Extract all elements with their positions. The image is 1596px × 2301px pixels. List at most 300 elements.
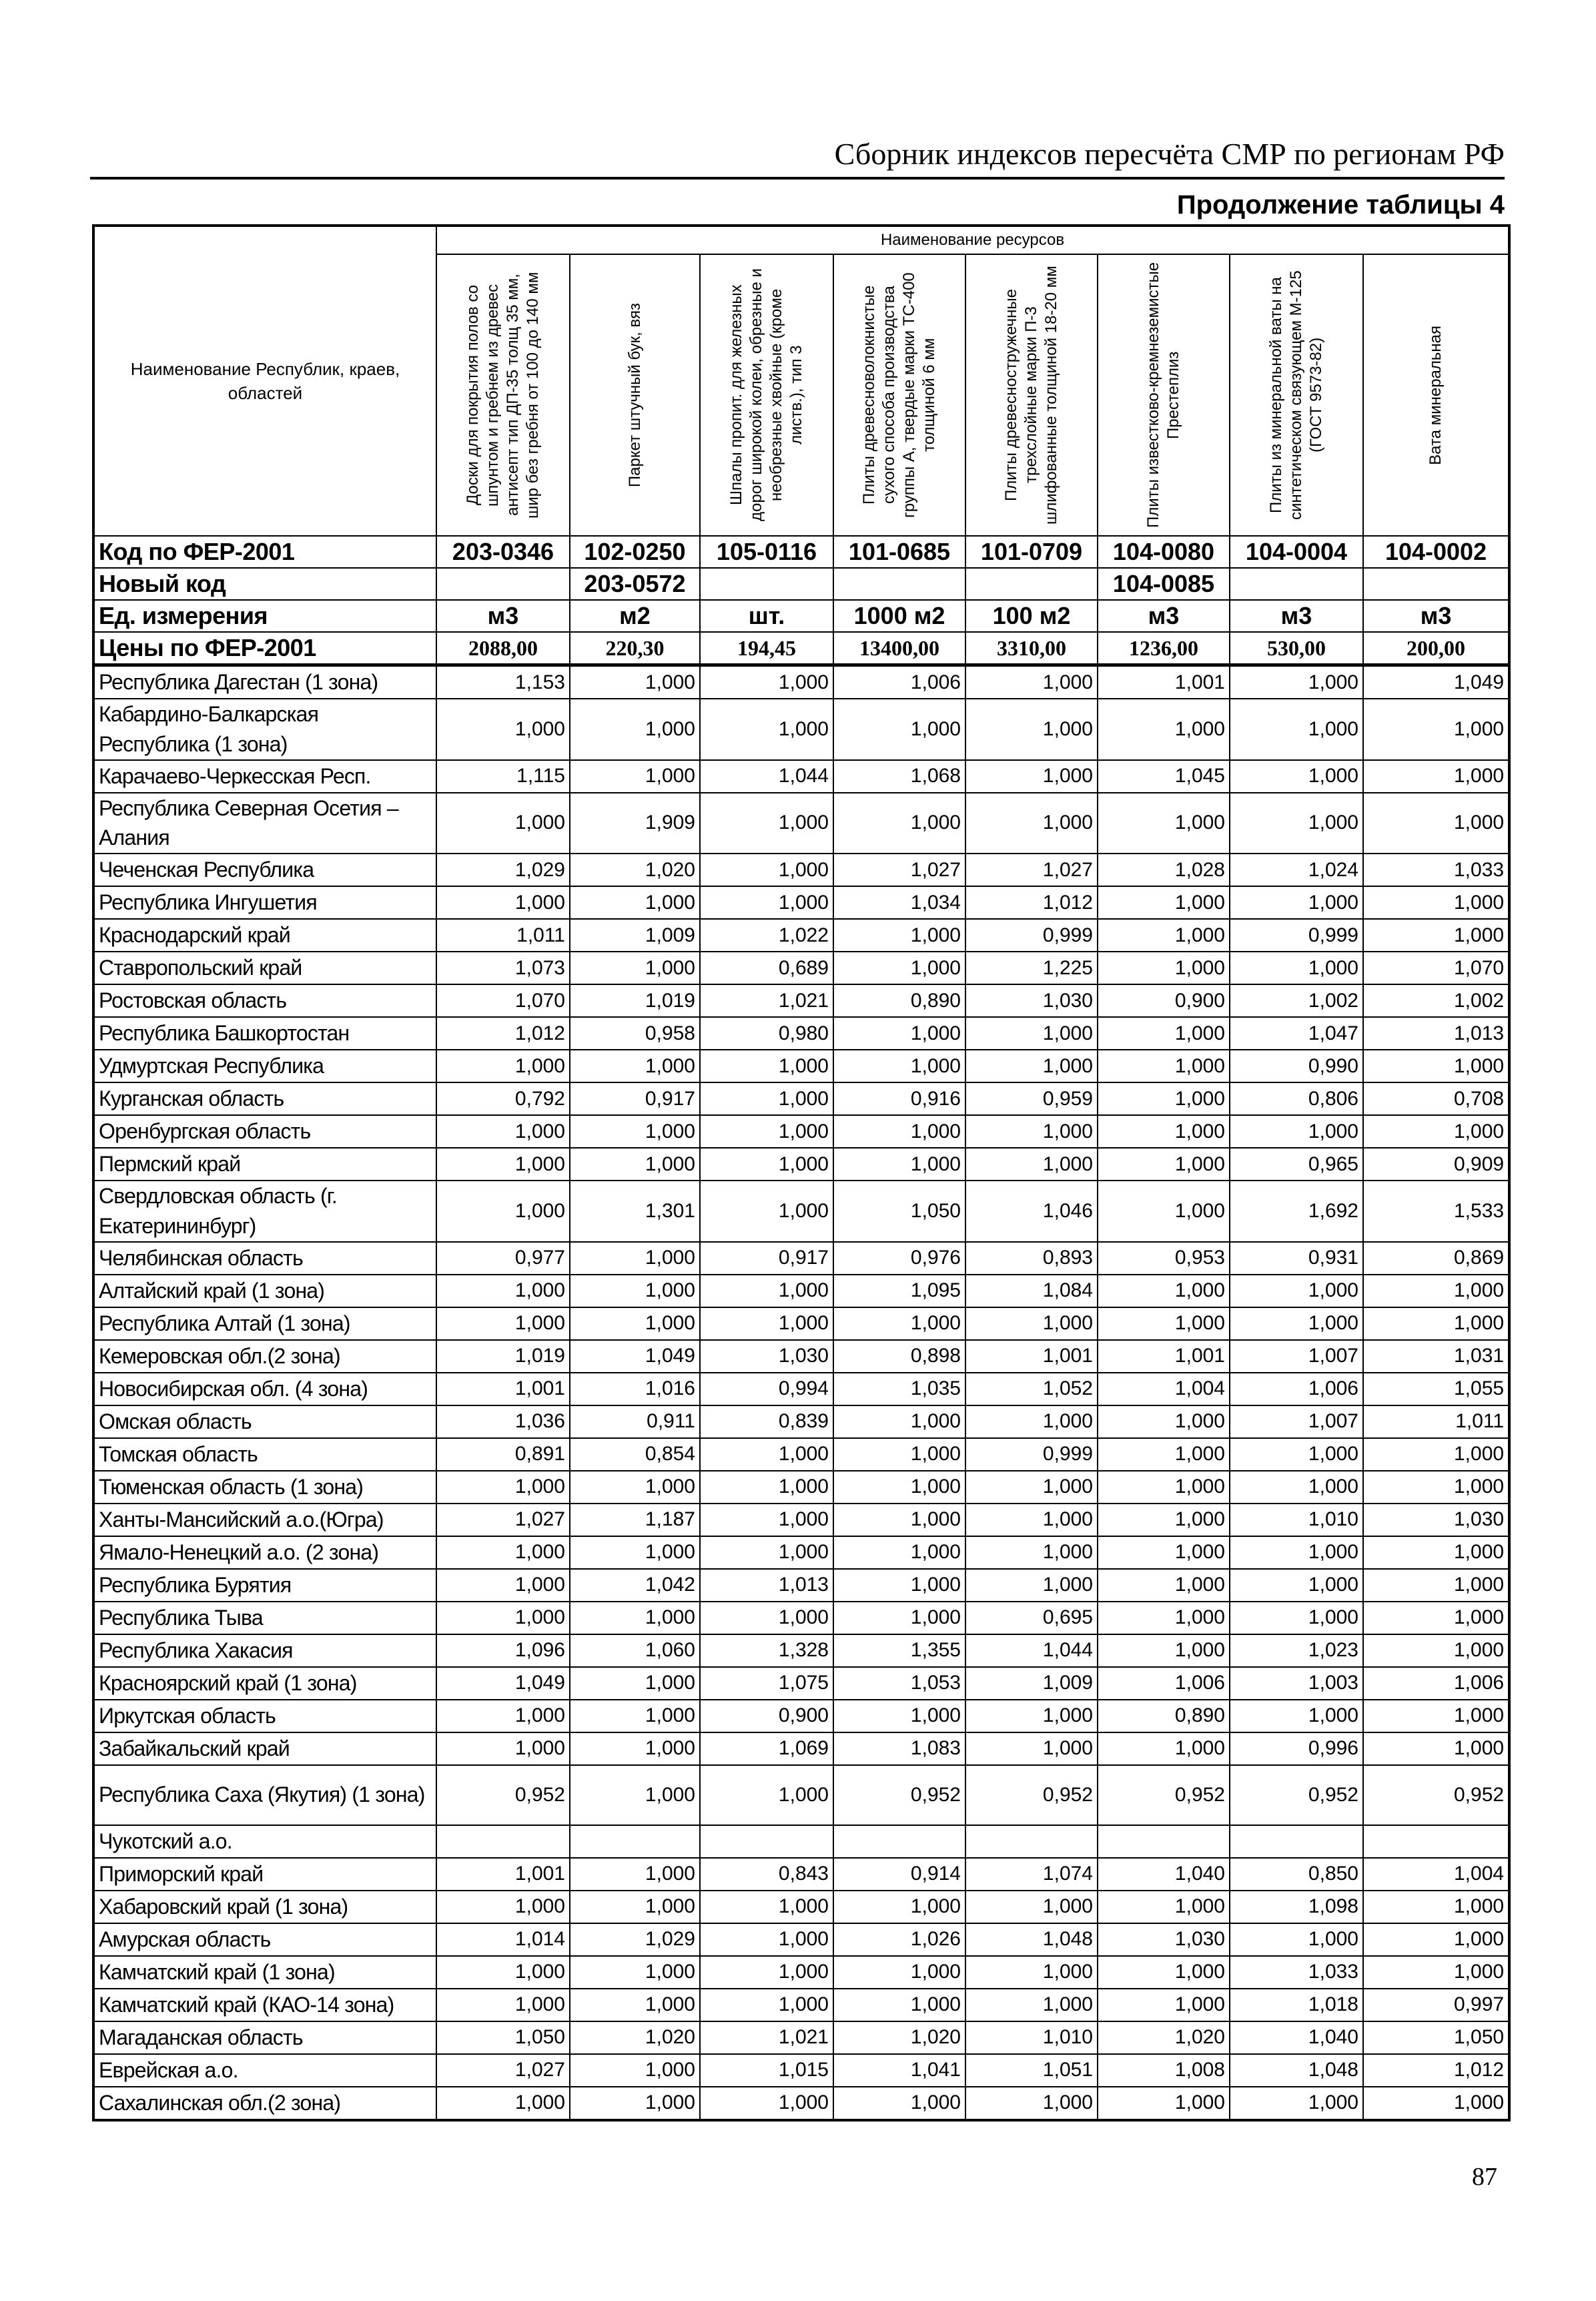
index-value: 1,049 [1363,665,1509,699]
index-value: 1,000 [1098,2087,1230,2120]
index-value: 1,000 [833,793,965,854]
table-row [93,2087,1509,2120]
meta-value [965,568,1098,600]
index-value: 1,000 [1230,886,1363,919]
region-name: Иркутская область [93,1700,436,1732]
index-value: 1,000 [1098,1082,1230,1115]
index-value: 1,000 [965,1471,1098,1504]
index-value: 1,000 [570,2054,700,2087]
index-value: 0,792 [436,1082,570,1115]
meta-value [833,568,965,600]
table-row [93,1825,1509,1858]
index-value: 1,000 [570,1536,700,1569]
index-value: 1,030 [700,1340,833,1373]
index-value: 1,000 [570,1700,700,1732]
index-value: 0,999 [965,1438,1098,1471]
region-name: Чеченская Республика [93,854,436,886]
index-value: 1,000 [1098,1307,1230,1340]
meta-value [436,568,570,600]
index-value: 0,695 [965,1602,1098,1634]
meta-value: м3 [1098,600,1230,632]
index-value: 1,000 [1230,1923,1363,1956]
index-value: 1,000 [700,1536,833,1569]
meta-value: 13400,00 [833,632,965,665]
index-value: 0,990 [1230,1050,1363,1082]
index-value: 1,030 [1363,1504,1509,1536]
table-row [93,1307,1509,1340]
regional-index-table [92,224,1511,2121]
region-name: Еврейская а.о. [93,2054,436,2087]
region-name: Кабардино-Балкарская Республика (1 зона) [93,699,436,760]
index-value [1363,1825,1509,1858]
index-value [833,1825,965,1858]
meta-value [1230,568,1363,600]
index-value: 1,000 [833,1956,965,1989]
meta-value [1363,568,1509,600]
region-name: Республика Бурятия [93,1569,436,1602]
index-value: 1,000 [436,1181,570,1242]
index-value: 1,000 [700,1438,833,1471]
index-value: 1,000 [436,1115,570,1148]
meta-value: м2 [570,600,700,632]
region-name: Кемеровская обл.(2 зона) [93,1340,436,1373]
index-value: 1,001 [1098,1340,1230,1373]
page-header [90,137,1505,180]
index-value: 1,000 [570,699,700,760]
region-name: Магаданская область [93,2021,436,2054]
meta-value: 104-0085 [1098,568,1230,600]
index-value: 1,000 [1363,1438,1509,1471]
index-value: 1,000 [570,1471,700,1504]
index-value: 1,013 [1363,1017,1509,1050]
index-value: 1,000 [700,1602,833,1634]
index-value: 1,041 [833,2054,965,2087]
region-name: Краснодарский край [93,919,436,952]
index-value: 1,000 [1363,1050,1509,1082]
table-row [93,1373,1509,1405]
index-value: 1,002 [1230,984,1363,1017]
index-value: 1,000 [1363,1700,1509,1732]
index-value: 1,000 [570,1732,700,1765]
index-value: 1,000 [700,1891,833,1923]
index-value: 0,952 [1098,1765,1230,1825]
index-value: 1,040 [1098,1858,1230,1891]
index-value: 0,931 [1230,1242,1363,1275]
index-value: 1,000 [1363,1923,1509,1956]
index-value: 0,980 [700,1017,833,1050]
index-value: 1,000 [1098,1471,1230,1504]
index-value: 1,030 [965,984,1098,1017]
index-value: 1,000 [1363,2087,1509,2120]
index-value: 1,020 [833,2021,965,2054]
index-value: 1,692 [1230,1181,1363,1242]
index-value: 1,000 [965,1115,1098,1148]
index-value: 1,026 [833,1923,965,1956]
index-value: 1,000 [833,919,965,952]
index-value: 1,000 [965,2087,1098,2120]
index-value: 1,001 [1098,665,1230,699]
index-value: 1,533 [1363,1181,1509,1242]
index-value: 1,000 [1230,1471,1363,1504]
index-value: 1,027 [965,854,1098,886]
index-value: 1,000 [1098,1115,1230,1148]
index-value: 1,000 [965,1536,1098,1569]
index-value: 1,000 [1363,1471,1509,1504]
index-value: 1,000 [1098,1181,1230,1242]
index-value: 1,013 [700,1569,833,1602]
index-value: 1,060 [570,1634,700,1667]
index-value: 1,021 [700,2021,833,2054]
index-value: 1,000 [833,1148,965,1181]
index-value: 1,009 [570,919,700,952]
index-value: 1,000 [570,886,700,919]
index-value: 1,000 [1230,1700,1363,1732]
index-value: 0,958 [570,1017,700,1050]
index-value: 1,000 [1363,1732,1509,1765]
table-row [93,1471,1509,1504]
region-name: Приморский край [93,1858,436,1891]
index-value: 1,018 [1230,1989,1363,2021]
resource-name: Плиты из минеральной ваты на синтетическом связующем М-125 (ГОСТ 9573-82) [1267,270,1325,520]
resource-name: Вата минеральная [1427,325,1445,465]
table-row [93,1602,1509,1634]
index-value: 0,916 [833,1082,965,1115]
index-value: 1,019 [436,1340,570,1373]
index-value: 0,909 [1363,1148,1509,1181]
index-value: 1,012 [436,1017,570,1050]
index-value: 0,891 [436,1438,570,1471]
index-value: 1,010 [965,2021,1098,2054]
index-value: 1,000 [1363,1634,1509,1667]
index-value: 1,000 [965,665,1098,699]
index-value: 0,953 [1098,1242,1230,1275]
table-row [93,1956,1509,1989]
resource-column-header [1363,254,1509,536]
index-value: 1,050 [1363,2021,1509,2054]
index-value: 1,001 [965,1340,1098,1373]
index-value: 1,115 [436,760,570,793]
index-value: 1,000 [1363,699,1509,760]
meta-value: 101-0685 [833,536,965,568]
index-value [965,1825,1098,1858]
index-value: 1,010 [1230,1504,1363,1536]
region-name: Ханты-Мансийский а.о.(Югра) [93,1504,436,1536]
index-value: 1,000 [833,699,965,760]
index-value: 1,000 [833,1536,965,1569]
index-value: 1,000 [1098,1891,1230,1923]
index-value: 1,000 [1363,760,1509,793]
index-value: 1,048 [965,1923,1098,1956]
index-value: 0,806 [1230,1082,1363,1115]
index-value: 1,000 [436,793,570,854]
index-value: 1,000 [436,886,570,919]
meta-value: 1000 м2 [833,600,965,632]
index-value: 1,007 [1230,1405,1363,1438]
index-value: 0,869 [1363,1242,1509,1275]
index-value: 0,976 [833,1242,965,1275]
resource-name: Плиты известково-кремнеземистые Престеплиз [1144,262,1182,529]
index-value: 1,000 [1098,1956,1230,1989]
meta-row [93,632,1509,665]
meta-value: 530,00 [1230,632,1363,665]
index-value: 1,000 [1098,919,1230,952]
index-value: 1,000 [1363,1956,1509,1989]
index-value: 1,000 [1098,1569,1230,1602]
index-value: 1,000 [833,1405,965,1438]
index-value: 1,000 [833,1438,965,1471]
index-value: 1,029 [570,1923,700,1956]
index-value: 0,999 [1230,919,1363,952]
region-name: Челябинская область [93,1242,436,1275]
index-value: 1,000 [833,1602,965,1634]
index-value: 1,020 [570,2021,700,2054]
table-row [93,1891,1509,1923]
page-number: 87 [1472,2163,1497,2191]
index-value: 1,000 [1230,1569,1363,1602]
index-value: 1,000 [570,952,700,984]
index-value: 1,000 [436,1891,570,1923]
index-value: 1,000 [700,1082,833,1115]
meta-value: 203-0346 [436,536,570,568]
index-value: 1,000 [965,1307,1098,1340]
index-value: 1,000 [833,1115,965,1148]
index-value: 1,036 [436,1405,570,1438]
table-row [93,854,1509,886]
region-name: Тюменская область (1 зона) [93,1471,436,1504]
index-value: 1,000 [1363,1602,1509,1634]
index-value: 1,020 [1098,2021,1230,2054]
index-value: 0,911 [570,1405,700,1438]
index-value: 1,000 [570,1307,700,1340]
meta-value: м3 [1363,600,1509,632]
table-row [93,1242,1509,1275]
index-value: 1,000 [965,1148,1098,1181]
index-value: 1,000 [965,1050,1098,1082]
index-value: 1,000 [1098,1989,1230,2021]
resource-column-header [965,254,1098,536]
index-value: 0,952 [833,1765,965,1825]
index-value: 1,187 [570,1504,700,1536]
region-name: Амурская область [93,1923,436,1956]
index-value [700,1825,833,1858]
index-value: 1,048 [1230,2054,1363,2087]
region-name: Камчатский край (КАО-14 зона) [93,1989,436,2021]
index-value: 1,040 [1230,2021,1363,2054]
index-value: 1,002 [1363,984,1509,1017]
table-row [93,2021,1509,2054]
index-value: 1,000 [570,1148,700,1181]
index-value: 1,000 [700,1275,833,1307]
resource-column-header [833,254,965,536]
region-name: Чукотский а.о. [93,1825,436,1858]
index-value: 1,000 [700,1307,833,1340]
meta-value: м3 [436,600,570,632]
resource-name: Шпалы пропит. для железных дорог широкой колеи, обрезные и необрезные хвойные (кроме листв.), тип 3 [727,268,805,522]
table-row [93,1340,1509,1373]
index-value: 0,965 [1230,1148,1363,1181]
index-value: 0,999 [965,919,1098,952]
table-row [93,1765,1509,1825]
region-name: Хабаровский край (1 зона) [93,1891,436,1923]
meta-value: 1236,00 [1098,632,1230,665]
index-value: 0,890 [833,984,965,1017]
index-value: 1,000 [436,1700,570,1732]
index-value: 1,000 [1363,1115,1509,1148]
index-value: 1,000 [833,1471,965,1504]
index-value: 0,952 [436,1765,570,1825]
index-value: 1,000 [700,699,833,760]
index-value: 1,004 [1363,1858,1509,1891]
index-value: 1,000 [1230,1602,1363,1634]
meta-value [700,568,833,600]
index-value [436,1825,570,1858]
index-value: 1,000 [833,2087,965,2120]
index-value: 1,000 [436,1050,570,1082]
index-value: 0,890 [1098,1700,1230,1732]
index-value: 1,225 [965,952,1098,984]
index-value: 1,000 [1098,1536,1230,1569]
index-value: 1,073 [436,952,570,984]
index-value: 1,000 [833,1569,965,1602]
region-name: Сахалинская обл.(2 зона) [93,2087,436,2120]
index-value: 1,027 [833,854,965,886]
index-value: 1,000 [1098,1050,1230,1082]
meta-row [93,600,1509,632]
index-value: 1,024 [1230,854,1363,886]
index-value: 1,000 [570,1956,700,1989]
index-value: 1,000 [1098,699,1230,760]
index-value: 1,098 [1230,1891,1363,1923]
index-value: 1,000 [1363,1536,1509,1569]
region-name: Пермский край [93,1148,436,1181]
index-value: 1,328 [700,1634,833,1667]
index-value: 0,996 [1230,1732,1363,1765]
index-value: 1,027 [436,2054,570,2087]
index-value: 0,898 [833,1340,965,1373]
index-value: 1,000 [700,1115,833,1148]
index-value: 1,000 [700,665,833,699]
region-name: Свердловская область (г. Екатерининбург) [93,1181,436,1242]
index-value: 1,000 [436,1602,570,1634]
index-value: 1,000 [700,886,833,919]
table-row [93,1667,1509,1700]
index-value: 1,000 [700,1989,833,2021]
index-value: 1,050 [833,1181,965,1242]
index-value: 1,027 [436,1504,570,1536]
index-value: 1,000 [570,665,700,699]
index-value: 1,000 [1363,1275,1509,1307]
index-value: 1,044 [700,760,833,793]
index-value: 1,000 [436,699,570,760]
resource-column-header [1098,254,1230,536]
meta-value: 220,30 [570,632,700,665]
index-value: 1,000 [833,1307,965,1340]
region-name: Республика Северная Осетия – Алания [93,793,436,854]
index-value: 1,000 [570,760,700,793]
meta-row-label: Новый код [93,568,436,600]
index-value: 1,000 [1098,886,1230,919]
region-name: Удмуртская Республика [93,1050,436,1082]
index-value: 1,044 [965,1634,1098,1667]
index-value: 1,034 [833,886,965,919]
index-value: 1,000 [833,1050,965,1082]
index-value: 1,000 [436,1471,570,1504]
index-value: 1,003 [1230,1667,1363,1700]
index-value: 1,001 [436,1858,570,1891]
table-row [93,1017,1509,1050]
index-value: 1,000 [570,1667,700,1700]
index-value: 1,000 [965,1700,1098,1732]
index-value: 1,070 [1363,952,1509,984]
index-value: 1,031 [1363,1340,1509,1373]
meta-value: 203-0572 [570,568,700,600]
index-value: 1,000 [700,1050,833,1082]
index-value: 1,000 [436,1732,570,1765]
index-value [570,1825,700,1858]
index-value: 0,997 [1363,1989,1509,2021]
index-value: 1,016 [570,1373,700,1405]
index-value: 0,850 [1230,1858,1363,1891]
region-name: Ростовская область [93,984,436,1017]
index-value: 1,050 [436,2021,570,2054]
index-value: 1,035 [833,1373,965,1405]
index-value: 0,843 [700,1858,833,1891]
index-value: 1,030 [1098,1923,1230,1956]
table-row [93,1148,1509,1181]
region-name: Карачаево-Черкесская Респ. [93,760,436,793]
resource-column-header [570,254,700,536]
index-value: 1,000 [570,1858,700,1891]
index-value: 0,994 [700,1373,833,1405]
index-value: 1,000 [1230,952,1363,984]
index-value: 0,952 [1363,1765,1509,1825]
table-row [93,1115,1509,1148]
index-value: 1,000 [570,1115,700,1148]
table-row [93,1275,1509,1307]
meta-row [93,536,1509,568]
table-row [93,760,1509,793]
index-value: 1,096 [436,1634,570,1667]
table-row [93,1082,1509,1115]
index-value: 1,000 [965,760,1098,793]
index-value: 1,355 [833,1634,965,1667]
table-row [93,984,1509,1017]
index-value: 1,006 [1230,1373,1363,1405]
table-row [93,1181,1509,1242]
index-value: 0,952 [1230,1765,1363,1825]
region-name: Ямало-Ненецкий а.о. (2 зона) [93,1536,436,1569]
index-value: 1,000 [1230,699,1363,760]
index-value: 1,000 [570,1891,700,1923]
index-value: 0,689 [700,952,833,984]
index-value: 0,900 [1098,984,1230,1017]
table-row [93,1536,1509,1569]
index-value: 1,000 [436,1989,570,2021]
index-value: 1,000 [1098,1732,1230,1765]
index-value [1098,1825,1230,1858]
index-value: 1,022 [700,919,833,952]
table-row [93,1634,1509,1667]
index-value: 1,006 [1363,1667,1509,1700]
index-value: 1,000 [1098,1405,1230,1438]
table-continuation-title: Продолжение таблицы 4 [1176,190,1505,220]
index-value: 1,000 [436,1307,570,1340]
meta-value: 105-0116 [700,536,833,568]
index-value: 1,000 [1230,793,1363,854]
region-name: Ставропольский край [93,952,436,984]
index-value: 1,012 [1363,2054,1509,2087]
index-value: 0,854 [570,1438,700,1471]
